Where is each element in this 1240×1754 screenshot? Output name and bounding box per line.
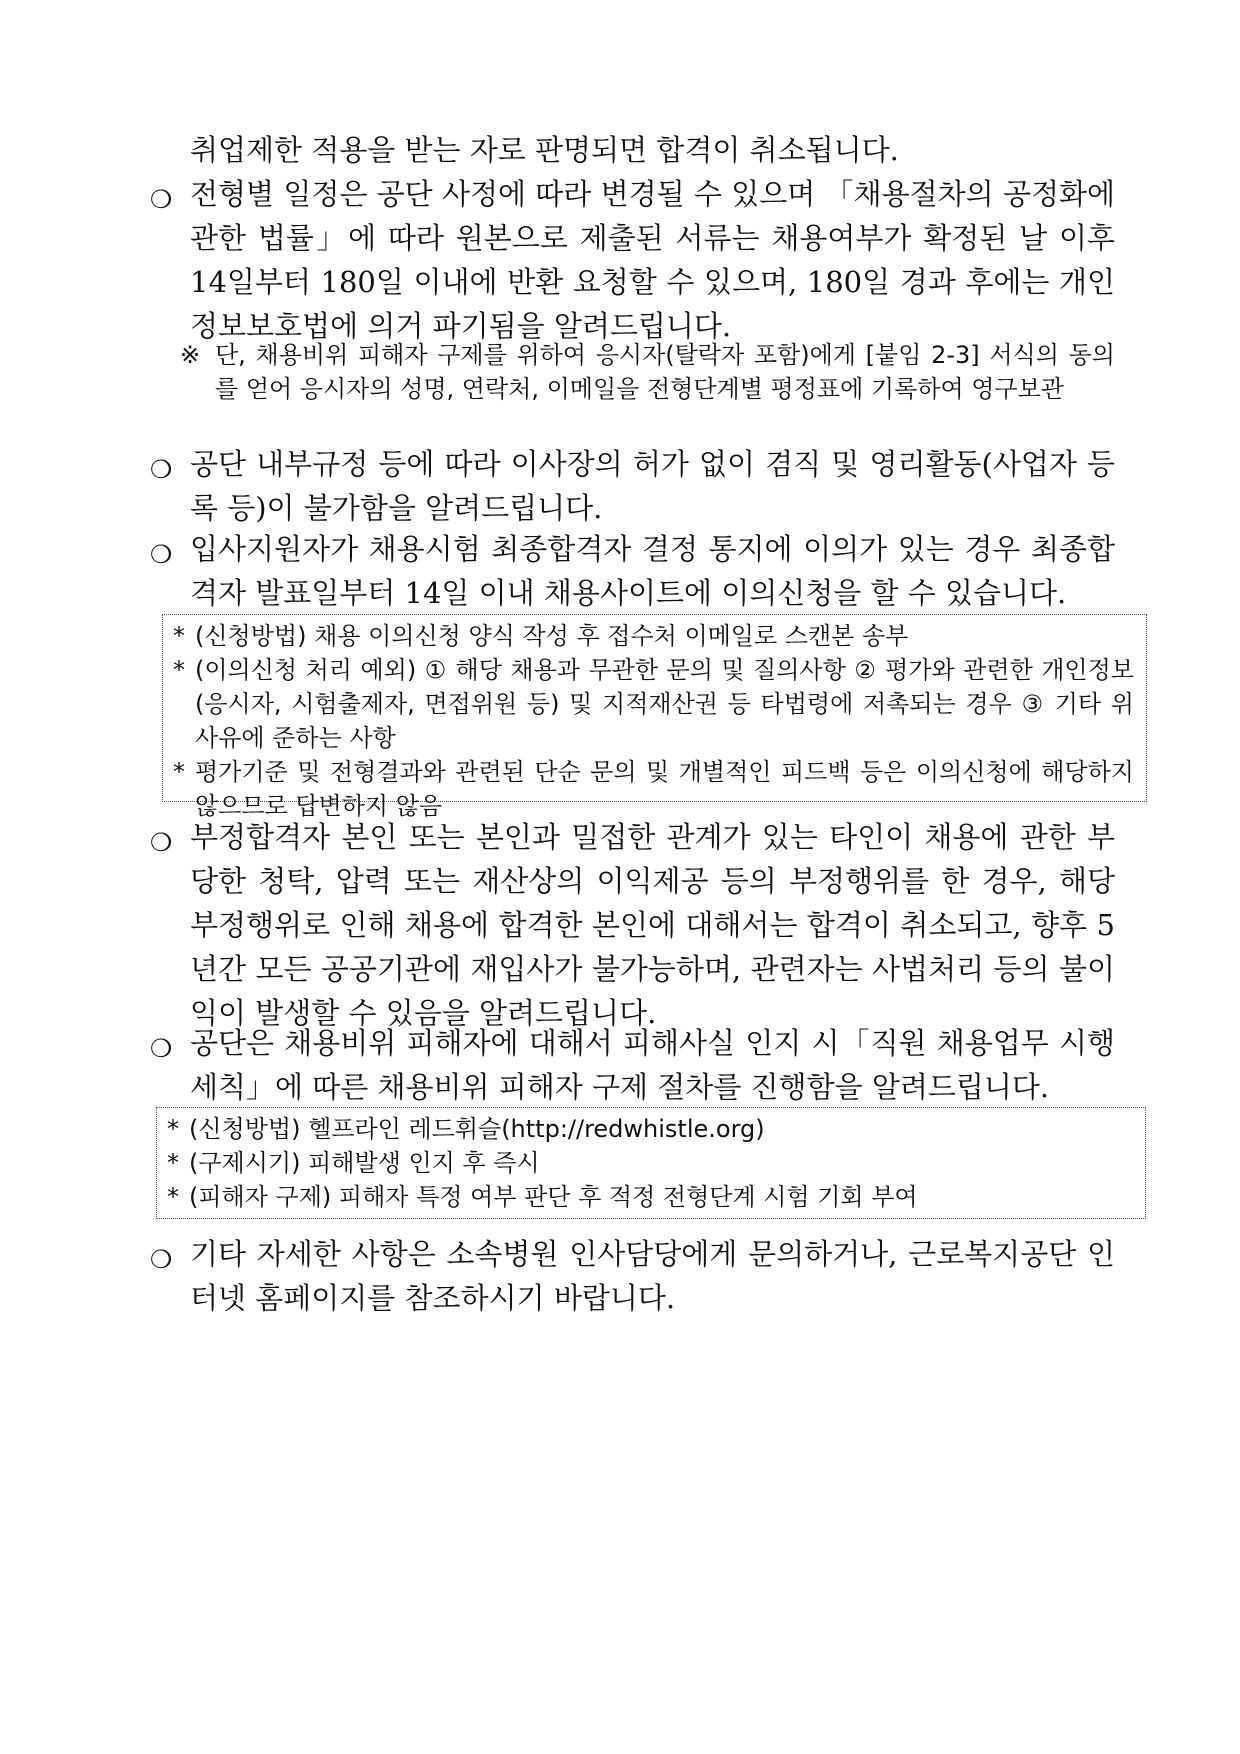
asterisk-icon: * [173, 656, 185, 684]
bullet-fraud [150, 815, 1115, 1035]
box-item: * (이의신청 처리 예외) ① 해당 채용과 무관한 문의 및 질의사항 ② 평가와 관련한 개인정보(응시자, 시험출제자, 면접위원 등) 및 지적재산권 등 타법령에 저촉되는 경우 ③ 기타 위 사유에 준하는 사항 [173, 653, 1134, 755]
box-item: * (신청방법) 채용 이의신청 양식 작성 후 접수처 이메일로 스캔본 송부 [173, 619, 1134, 653]
bullet-objection [150, 527, 1115, 615]
circle-bullet-icon: ❍ [150, 828, 173, 857]
asterisk-icon: * [173, 622, 185, 650]
objection-info-box [162, 614, 1147, 820]
asterisk-icon: * [167, 1183, 179, 1211]
reference-mark-icon: ※ [180, 341, 201, 369]
box-item: * 평가기준 및 전형결과와 관련된 단순 문의 및 개별적인 피드백 등은 이의신청에 해당하지 않으므로 답변하지 않음 [173, 755, 1134, 823]
circle-bullet-icon: ❍ [150, 1034, 173, 1063]
box-item: * (피해자 구제) 피해자 특정 여부 판단 후 적정 전형단계 시험 기회 부여 [167, 1180, 1133, 1214]
bullet-text: 기타 자세한 사항은 소속병원 인사담당에게 문의하거나, 근로복지공단 인터넷 홈페이지를 참조하시기 바랍니다. [190, 1237, 1115, 1315]
bullet-text: 공단은 채용비위 피해자에 대해서 피해사실 인지 시「직원 채용업무 시행세칙」에 따른 채용비위 피해자 구제 절차를 진행함을 알려드립니다. [190, 1026, 1115, 1104]
circle-bullet-icon: ❍ [150, 1245, 173, 1274]
bullet-victim-relief [150, 1021, 1115, 1109]
bullet-text: 입사지원자가 채용시험 최종합격자 결정 통지에 이의가 있는 경우 최종합격자 발표일부터 14일 이내 채용사이트에 이의신청을 할 수 있습니다. [190, 532, 1115, 610]
relief-info-box [156, 1107, 1146, 1219]
bullet-contact [150, 1232, 1115, 1320]
bullet-text: 전형별 일정은 공단 사정에 따라 변경될 수 있으며 「채용절차의 공정화에 관한 법률」에 따라 원본으로 제출된 서류는 채용여부가 확정된 날 이후 14일부터 180일 이내에 반환 요청할 수 있으며, 180일 경과 후에는 개인정보보호법에 의거 파기됨을 알려드립니다. [190, 177, 1115, 343]
note-text: 단, 채용비위 피해자 구제를 위하여 응시자(탈락자 포함)에게 [붙임 2-3] 서식의 동의를 얻어 응시자의 성명, 연락처, 이메일을 전형단계별 평정표에 기록하여 영구보관 [215, 341, 1115, 403]
asterisk-icon: * [167, 1115, 179, 1143]
asterisk-icon: * [173, 758, 185, 786]
circle-bullet-icon: ❍ [150, 455, 173, 484]
bullet-text: 공단 내부규정 등에 따라 이사장의 허가 없이 겸직 및 영리활동(사업자 등록 등)이 불가함을 알려드립니다. [190, 447, 1115, 525]
circle-bullet-icon: ❍ [150, 185, 173, 214]
bullet-schedule [150, 172, 1115, 348]
circle-bullet-icon: ❍ [150, 540, 173, 569]
asterisk-icon: * [167, 1149, 179, 1177]
bullet-text: 부정합격자 본인 또는 본인과 밀접한 관계가 있는 타인이 채용에 관한 부당한 청탁, 압력 또는 재산상의 이익제공 등의 부정행위를 한 경우, 해당 부정행위로 인해 채용에 합격한 본인에 대해서는 합격이 취소되고, 향후 5년간 모든 공공기관에 재입사가 불가능하며, 관련자는 사법처리 등의 불이익이 발생할 수 있음을 알려드립니다. [190, 820, 1115, 1030]
bullet-side-jobs [150, 442, 1115, 530]
box-item: * (구제시기) 피해발생 인지 후 즉시 [167, 1146, 1133, 1180]
continuation-paragraph: 취업제한 적용을 받는 자로 판명되면 합격이 취소됩니다. [190, 133, 899, 167]
note-remark [180, 338, 1115, 406]
box-item: * (신청방법) 헬프라인 레드휘슬(http://redwhistle.org) [167, 1112, 1133, 1146]
